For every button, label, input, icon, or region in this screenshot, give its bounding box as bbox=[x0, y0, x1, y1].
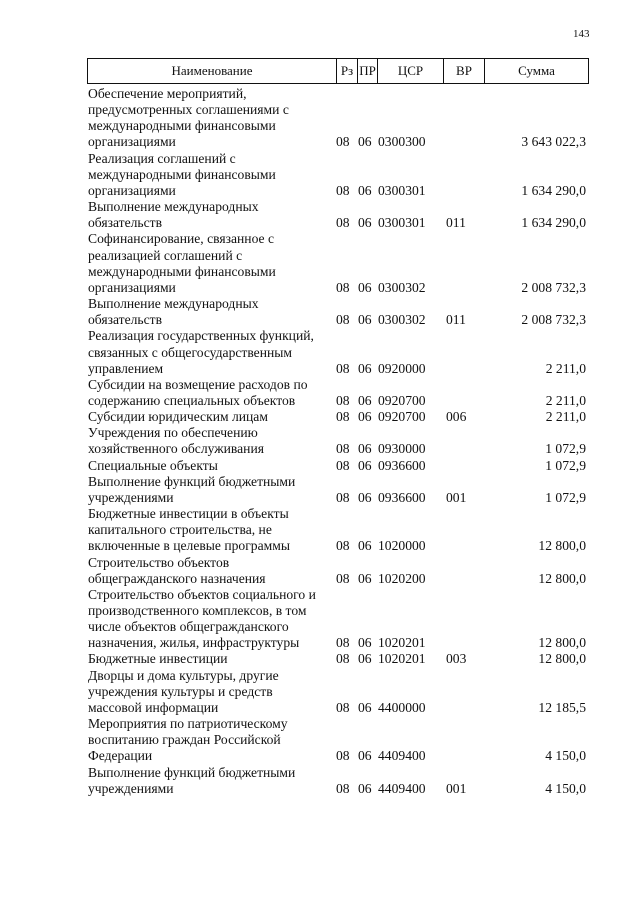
row-name: Учреждения по обеспечению хозяйственного обслуживания bbox=[88, 425, 264, 457]
row-csr: 1020200 bbox=[378, 570, 426, 586]
table-row bbox=[88, 296, 588, 328]
row-pr: 06 bbox=[358, 409, 372, 425]
table-row bbox=[88, 151, 588, 199]
header-csr: ЦСР bbox=[378, 59, 444, 83]
row-pr: 06 bbox=[358, 360, 372, 376]
row-rz: 08 bbox=[336, 699, 350, 715]
row-sum: 4 150,0 bbox=[545, 780, 586, 796]
row-sum: 1 072,9 bbox=[545, 441, 586, 457]
row-pr: 06 bbox=[358, 538, 372, 554]
table-row bbox=[88, 474, 588, 506]
row-sum: 3 643 022,3 bbox=[521, 134, 586, 150]
table-row bbox=[88, 199, 588, 231]
row-csr: 4409400 bbox=[378, 748, 426, 764]
row-pr: 06 bbox=[358, 134, 372, 150]
row-sum: 1 634 290,0 bbox=[521, 182, 586, 198]
row-sum: 1 634 290,0 bbox=[521, 215, 586, 231]
header-name: Наименование bbox=[88, 59, 337, 83]
row-pr: 06 bbox=[358, 699, 372, 715]
row-vr: 001 bbox=[446, 489, 467, 505]
row-csr: 0300301 bbox=[378, 182, 426, 198]
table-row bbox=[88, 506, 588, 554]
header-rz: Рз bbox=[337, 59, 358, 83]
row-csr: 0300302 bbox=[378, 279, 426, 295]
row-rz: 08 bbox=[336, 215, 350, 231]
row-sum: 2 008 732,3 bbox=[521, 279, 586, 295]
table-row bbox=[88, 668, 588, 716]
row-rz: 08 bbox=[336, 538, 350, 554]
table-row bbox=[88, 651, 588, 667]
row-vr: 001 bbox=[446, 780, 467, 796]
row-pr: 06 bbox=[358, 651, 372, 667]
row-sum: 2 211,0 bbox=[545, 360, 586, 376]
row-pr: 06 bbox=[358, 489, 372, 505]
row-csr: 1020201 bbox=[378, 635, 426, 651]
table-row bbox=[88, 377, 588, 409]
row-sum: 12 185,5 bbox=[538, 699, 586, 715]
row-pr: 06 bbox=[358, 457, 372, 473]
row-sum: 12 800,0 bbox=[538, 635, 586, 651]
page-number: 143 bbox=[573, 28, 590, 40]
row-sum: 2 211,0 bbox=[545, 392, 586, 408]
row-sum: 12 800,0 bbox=[538, 651, 586, 667]
row-name: Выполнение функций бюджетными учреждениями bbox=[88, 473, 296, 505]
row-name: Субсидии на возмещение расходов по содержанию специальных объектов bbox=[88, 376, 308, 408]
header-vr: ВР bbox=[444, 59, 485, 83]
row-rz: 08 bbox=[336, 409, 350, 425]
table-row bbox=[88, 587, 588, 652]
table-header bbox=[87, 58, 589, 84]
row-vr: 011 bbox=[446, 312, 466, 328]
table-row bbox=[88, 425, 588, 457]
table-row bbox=[88, 231, 588, 296]
row-csr: 0920700 bbox=[378, 392, 426, 408]
row-rz: 08 bbox=[336, 392, 350, 408]
row-csr: 0920700 bbox=[378, 409, 426, 425]
row-name: Бюджетные инвестиции в объекты капитального строительства, не включенные в целевые программы bbox=[88, 506, 290, 554]
row-name: Реализация соглашений с международными финансовыми организациями bbox=[88, 150, 276, 198]
row-csr: 4409400 bbox=[378, 780, 426, 796]
table-row bbox=[88, 86, 588, 151]
table-row bbox=[88, 555, 588, 587]
row-csr: 1020201 bbox=[378, 651, 426, 667]
row-name: Субсидии юридическим лицам bbox=[88, 409, 268, 425]
table-row bbox=[88, 458, 588, 474]
row-pr: 06 bbox=[358, 279, 372, 295]
table-body bbox=[88, 86, 588, 797]
row-rz: 08 bbox=[336, 635, 350, 651]
row-rz: 08 bbox=[336, 780, 350, 796]
row-rz: 08 bbox=[336, 570, 350, 586]
row-vr: 003 bbox=[446, 651, 467, 667]
row-csr: 0300300 bbox=[378, 134, 426, 150]
row-pr: 06 bbox=[358, 392, 372, 408]
row-rz: 08 bbox=[336, 651, 350, 667]
row-sum: 4 150,0 bbox=[545, 748, 586, 764]
header-sum: Сумма bbox=[518, 63, 555, 78]
row-sum: 2 008 732,3 bbox=[521, 312, 586, 328]
row-name: Выполнение международных обязательств bbox=[88, 296, 259, 328]
row-rz: 08 bbox=[336, 441, 350, 457]
row-rz: 08 bbox=[336, 748, 350, 764]
row-rz: 08 bbox=[336, 360, 350, 376]
row-sum: 12 800,0 bbox=[538, 570, 586, 586]
row-sum: 1 072,9 bbox=[545, 489, 586, 505]
row-csr: 1020000 bbox=[378, 538, 426, 554]
row-name: Реализация государственных функций, связанных с общегосударственным управлением bbox=[88, 328, 314, 376]
table-row bbox=[88, 716, 588, 764]
row-name: Строительство объектов социального и производственного комплексов, в том числе объектов общегражданского назначения, жилья, инфраструктуры bbox=[88, 586, 316, 651]
table-row bbox=[88, 409, 588, 425]
row-name: Бюджетные инвестиции bbox=[88, 651, 228, 667]
row-rz: 08 bbox=[336, 489, 350, 505]
row-rz: 08 bbox=[336, 279, 350, 295]
row-name: Мероприятия по патриотическому воспитанию граждан Российской Федерации bbox=[88, 716, 288, 764]
row-sum: 2 211,0 bbox=[545, 409, 586, 425]
row-pr: 06 bbox=[358, 441, 372, 457]
row-name: Обеспечение мероприятий, предусмотренных соглашениями с международными финансовыми организациями bbox=[88, 86, 289, 150]
row-sum: 12 800,0 bbox=[538, 538, 586, 554]
row-csr: 4400000 bbox=[378, 699, 426, 715]
row-pr: 06 bbox=[358, 215, 372, 231]
row-vr: 006 bbox=[446, 409, 467, 425]
row-rz: 08 bbox=[336, 312, 350, 328]
row-csr: 0930000 bbox=[378, 441, 426, 457]
row-name: Софинансирование, связанное с реализацией соглашений с международными финансовыми организациями bbox=[88, 231, 276, 295]
row-pr: 06 bbox=[358, 748, 372, 764]
row-csr: 0936600 bbox=[378, 457, 426, 473]
row-pr: 06 bbox=[358, 312, 372, 328]
row-pr: 06 bbox=[358, 780, 372, 796]
table-row bbox=[88, 328, 588, 376]
row-csr: 0920000 bbox=[378, 360, 426, 376]
table-row bbox=[88, 765, 588, 797]
row-csr: 0300302 bbox=[378, 312, 426, 328]
header-pr: ПР bbox=[358, 59, 378, 83]
row-rz: 08 bbox=[336, 182, 350, 198]
row-sum: 1 072,9 bbox=[545, 457, 586, 473]
row-name: Строительство объектов общегражданского назначения bbox=[88, 554, 266, 586]
row-csr: 0936600 bbox=[378, 489, 426, 505]
row-name: Выполнение международных обязательств bbox=[88, 199, 259, 231]
row-name: Выполнение функций бюджетными учреждениями bbox=[88, 764, 296, 796]
row-rz: 08 bbox=[336, 457, 350, 473]
row-name: Специальные объекты bbox=[88, 457, 218, 473]
row-pr: 06 bbox=[358, 635, 372, 651]
row-csr: 0300301 bbox=[378, 215, 426, 231]
row-pr: 06 bbox=[358, 570, 372, 586]
row-name: Дворцы и дома культуры, другие учреждения культуры и средств массовой информации bbox=[88, 667, 279, 715]
row-pr: 06 bbox=[358, 182, 372, 198]
row-vr: 011 bbox=[446, 215, 466, 231]
row-rz: 08 bbox=[336, 134, 350, 150]
